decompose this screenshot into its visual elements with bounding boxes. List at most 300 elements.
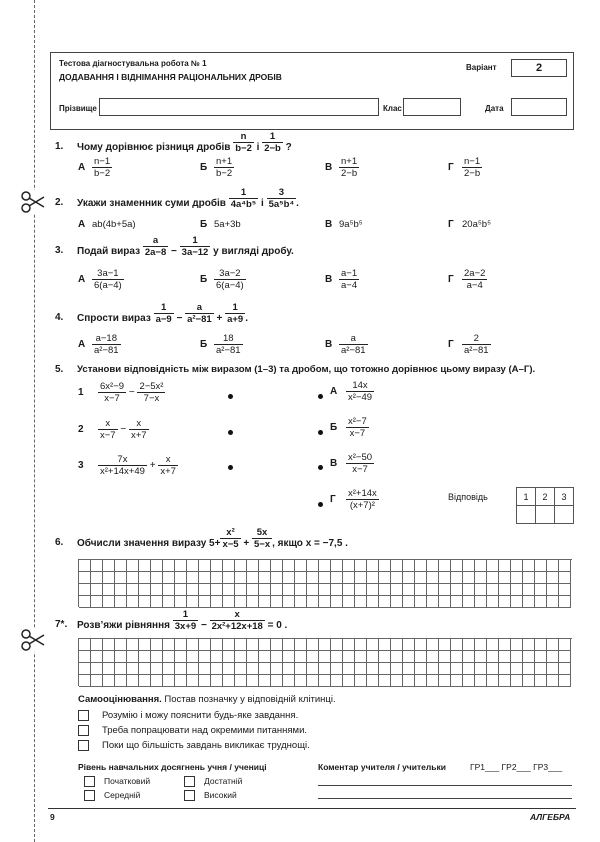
grid-cell	[151, 663, 163, 675]
match-right-item: Б $\frac{\text{x²−7}}{x-7}$	[330, 416, 367, 439]
grid-cell	[235, 584, 247, 596]
grid-cell	[427, 663, 439, 675]
grid-cell	[139, 675, 151, 687]
grid-cell	[475, 651, 487, 663]
grid-cell	[391, 572, 403, 584]
grid-cell	[523, 572, 535, 584]
grid-cell	[463, 596, 475, 608]
grid-cell	[151, 651, 163, 663]
test-title: Тестова діагностувальна робота № 1	[59, 59, 207, 68]
grid-cell	[547, 572, 559, 584]
question-5	[55, 364, 585, 380]
grid-cell	[163, 572, 175, 584]
grid-cell	[259, 639, 271, 651]
grid-cell	[319, 560, 331, 572]
question-2	[55, 187, 575, 213]
grid-cell	[403, 675, 415, 687]
grid-cell	[91, 639, 103, 651]
question-number: 5.	[55, 364, 64, 375]
grid-cell	[391, 596, 403, 608]
grid-cell	[499, 663, 511, 675]
grid-cell	[379, 596, 391, 608]
grid-cell	[199, 675, 211, 687]
self-eval-checkbox[interactable]	[78, 725, 89, 736]
grid-cell	[487, 675, 499, 687]
grid-cell	[103, 596, 115, 608]
grid-cell	[79, 651, 91, 663]
grid-cell	[307, 651, 319, 663]
grid-cell	[199, 639, 211, 651]
grid-cell	[343, 584, 355, 596]
grid-cell	[139, 560, 151, 572]
grid-cell	[535, 675, 547, 687]
grid-cell	[415, 560, 427, 572]
grid-cell	[151, 560, 163, 572]
grid-cell	[247, 675, 259, 687]
self-eval-checkbox[interactable]	[78, 710, 89, 721]
grid-cell	[271, 663, 283, 675]
grid-cell	[103, 651, 115, 663]
grid-cell	[463, 584, 475, 596]
answer-option[interactable]: Б $\frac{3a-2}{6(a-4)}$	[200, 268, 244, 291]
grid-cell	[451, 651, 463, 663]
match-dot[interactable]	[318, 430, 323, 435]
grid-cell	[415, 663, 427, 675]
answer-option[interactable]: Б $\frac{18}{\text{a²−81}}$	[200, 333, 241, 356]
grid-cell	[547, 560, 559, 572]
grid-cell	[403, 596, 415, 608]
grid-cell	[451, 663, 463, 675]
grid-cell	[511, 639, 523, 651]
grid-cell	[127, 572, 139, 584]
grid-cell	[391, 675, 403, 687]
match-left-item: 3 $\frac{7x}{\text{x²+14x+49}}$ + $\frac{x}{x+7}$	[78, 454, 176, 477]
answer-col-header: 1	[517, 488, 536, 506]
grid-cell	[403, 572, 415, 584]
grid-cell	[211, 584, 223, 596]
grid-cell	[79, 639, 91, 651]
answer-option[interactable]: Г 20a⁵b⁵	[448, 219, 492, 230]
grid-cell	[559, 584, 571, 596]
grid-cell	[559, 639, 571, 651]
grid-cell	[487, 572, 499, 584]
grid-cell	[235, 560, 247, 572]
match-right-item: А $\frac{14x}{\text{x²−49}}$	[330, 380, 373, 403]
grid-cell	[475, 584, 487, 596]
grid-cell	[367, 584, 379, 596]
question-text: Обчисли значення виразу 5+ $\frac{\text{x²}}{x-5}$ + $\frac{5x}{5-x}$ , якщо x = −7,5 .	[77, 527, 348, 550]
date-label: Дата	[485, 104, 504, 113]
grid-cell	[187, 639, 199, 651]
match-right-item: В $\frac{\text{x²−50}}{x-7}$	[330, 452, 373, 475]
grid-cell	[391, 651, 403, 663]
self-evaluation	[78, 694, 336, 705]
match-dot[interactable]	[228, 465, 233, 470]
match-dot[interactable]	[318, 394, 323, 399]
question-number: 1.	[55, 141, 64, 152]
grid-cell	[307, 639, 319, 651]
grid-cell	[91, 663, 103, 675]
grid-cell	[235, 663, 247, 675]
grid-cell	[283, 663, 295, 675]
question-text: Чому дорівнює різниця дробів $\frac{n}{b-2}$ і $\frac{1}{2-b}$ ?	[77, 131, 292, 154]
grid-cell	[499, 651, 511, 663]
grid-cell	[307, 572, 319, 584]
surname-field[interactable]	[99, 98, 379, 116]
self-eval-checkbox[interactable]	[78, 740, 89, 751]
grid-cell	[487, 639, 499, 651]
answer-option[interactable]: А ab(4b+5a)	[78, 219, 136, 230]
grid-cell	[91, 651, 103, 663]
answer-label: Відповідь	[448, 492, 488, 502]
grid-cell	[475, 572, 487, 584]
grid-cell	[427, 572, 439, 584]
grid-cell	[259, 651, 271, 663]
answer-option[interactable]: А $\frac{3a-1}{6(a-4)}$	[78, 268, 122, 291]
level-option: Високий	[204, 790, 237, 800]
grid-cell	[115, 584, 127, 596]
grid-cell	[247, 639, 259, 651]
grid-cell	[223, 651, 235, 663]
teacher-groups: ГР1___ ГР2___ ГР3___	[470, 762, 563, 772]
answer-cell[interactable]	[536, 506, 555, 524]
grid-cell	[523, 560, 535, 572]
grid-cell	[271, 584, 283, 596]
level-checkbox[interactable]	[84, 790, 95, 801]
grid-cell	[331, 584, 343, 596]
grid-cell	[487, 596, 499, 608]
grid-cell	[367, 663, 379, 675]
grid-cell	[379, 584, 391, 596]
answer-option[interactable]: А $\frac{a-18}{\text{a²−81}}$	[78, 333, 119, 356]
grid-cell	[103, 675, 115, 687]
grid-cell	[403, 584, 415, 596]
grid-cell	[319, 663, 331, 675]
grid-cell	[271, 675, 283, 687]
grid-cell	[187, 560, 199, 572]
grid-cell	[511, 675, 523, 687]
grid-cell	[283, 675, 295, 687]
grid-cell	[259, 596, 271, 608]
grid-cell	[295, 596, 307, 608]
grid-cell	[451, 572, 463, 584]
grid-cell	[367, 639, 379, 651]
grid-cell	[223, 572, 235, 584]
level-checkbox[interactable]	[184, 776, 195, 787]
grid-cell	[535, 584, 547, 596]
grid-cell	[127, 596, 139, 608]
grid-cell	[211, 572, 223, 584]
grid-cell	[175, 675, 187, 687]
grid-cell	[163, 639, 175, 651]
answer-option[interactable]: В $\frac{a-1}{a-4}$	[325, 268, 358, 291]
grid-cell	[403, 560, 415, 572]
grid-cell	[115, 572, 127, 584]
grid-cell	[115, 639, 127, 651]
grid-cell	[511, 651, 523, 663]
grid-cell	[235, 596, 247, 608]
subject-label: АЛГЕБРА	[530, 812, 571, 822]
grid-cell	[127, 584, 139, 596]
grid-cell	[139, 651, 151, 663]
grid-cell	[271, 560, 283, 572]
grid-cell	[319, 572, 331, 584]
grid-cell	[379, 663, 391, 675]
grid-cell	[523, 663, 535, 675]
question-number: 3.	[55, 245, 64, 256]
topic-title: ДОДАВАННЯ І ВІДНІМАННЯ РАЦІОНАЛЬНИХ ДРОБІВ	[59, 72, 282, 82]
grid-cell	[247, 572, 259, 584]
grid-cell	[163, 560, 175, 572]
grid-cell	[187, 584, 199, 596]
grid-cell	[535, 596, 547, 608]
grid-cell	[439, 651, 451, 663]
date-field[interactable]	[511, 98, 567, 116]
answer-option[interactable]: В 9a⁵b⁵	[325, 219, 363, 230]
grid-cell	[463, 663, 475, 675]
surname-label: Прізвище	[59, 104, 97, 113]
grid-cell	[271, 651, 283, 663]
grid-cell	[91, 560, 103, 572]
grid-cell	[163, 663, 175, 675]
question-text: Подай вираз $\frac{a}{2a-8}$ − $\frac{1}{3a-12}$ у вигляді дробу.	[77, 235, 294, 258]
grid-cell	[463, 675, 475, 687]
grid-cell	[511, 663, 523, 675]
grid-cell	[415, 651, 427, 663]
grid-cell	[307, 675, 319, 687]
question-number: 4.	[55, 312, 64, 323]
grid-cell	[187, 651, 199, 663]
grid-cell	[199, 560, 211, 572]
grid-cell	[79, 675, 91, 687]
grid-cell	[139, 572, 151, 584]
grid-cell	[427, 596, 439, 608]
grid-cell	[499, 596, 511, 608]
self-eval-title: Самооцінювання.	[78, 694, 162, 705]
match-dot[interactable]	[228, 430, 233, 435]
grid-cell	[379, 639, 391, 651]
grid-cell	[535, 663, 547, 675]
grid-cell	[139, 584, 151, 596]
grid-cell	[403, 651, 415, 663]
grid-cell	[187, 596, 199, 608]
match-dot[interactable]	[228, 394, 233, 399]
answer-option[interactable]: Г $\frac{2a-2}{a-4}$	[448, 268, 486, 291]
grid-cell	[319, 584, 331, 596]
grid-cell	[259, 560, 271, 572]
grid-cell	[355, 596, 367, 608]
grid-cell	[559, 596, 571, 608]
grid-cell	[247, 560, 259, 572]
grid-cell	[355, 675, 367, 687]
grid-cell	[475, 663, 487, 675]
grid-cell	[307, 584, 319, 596]
grid-cell	[199, 663, 211, 675]
grid-cell	[547, 675, 559, 687]
grid-cell	[139, 663, 151, 675]
grid-cell	[199, 572, 211, 584]
teacher-comment-title: Коментар учителя / учительки	[318, 762, 446, 772]
grid-cell	[163, 596, 175, 608]
grid-cell	[343, 675, 355, 687]
grid-cell	[115, 651, 127, 663]
grid-cell	[535, 560, 547, 572]
grid-cell	[487, 651, 499, 663]
question-number: 6.	[55, 537, 64, 548]
grid-cell	[199, 584, 211, 596]
page-number: 9	[50, 812, 55, 822]
header-box	[50, 52, 574, 130]
grid-cell	[463, 639, 475, 651]
grid-cell	[391, 663, 403, 675]
grid-cell	[379, 675, 391, 687]
grid-cell	[427, 651, 439, 663]
answer-option[interactable]: В $\frac{a}{\text{a²−81}}$	[325, 333, 366, 356]
grid-cell	[331, 596, 343, 608]
class-field[interactable]	[403, 98, 461, 116]
grid-cell	[439, 560, 451, 572]
grid-cell	[511, 584, 523, 596]
match-dot[interactable]	[318, 465, 323, 470]
match-dot[interactable]	[318, 502, 323, 507]
answer-option[interactable]: Г $\frac{2}{\text{a²−81}}$	[448, 333, 489, 356]
answer-col-header: 3	[555, 488, 574, 506]
grid-cell	[355, 572, 367, 584]
grid-cell	[415, 675, 427, 687]
grid-cell	[547, 584, 559, 596]
grid-cell	[439, 596, 451, 608]
grid-cell	[379, 560, 391, 572]
scissors-icon	[20, 190, 48, 214]
match-right-item: Г $\frac{\text{x²+14x}}{\text{(x+7)²}}$	[330, 488, 377, 511]
class-label: Клас	[383, 104, 402, 113]
answer-grid[interactable]	[78, 638, 572, 686]
grid-cell	[427, 675, 439, 687]
comment-line[interactable]	[318, 798, 572, 799]
grid-cell	[103, 663, 115, 675]
grid-cell	[295, 572, 307, 584]
question-text: Розв’яжи рівняння $\frac{1}{3x+9}$ − $\frac{x}{\text{2x²+12x+18}}$ = 0 .	[77, 609, 288, 632]
grid-cell	[475, 596, 487, 608]
answer-option[interactable]: А $\frac{n-1}{b-2}$	[78, 156, 111, 179]
grid-cell	[355, 584, 367, 596]
level-checkbox[interactable]	[184, 790, 195, 801]
grid-cell	[331, 663, 343, 675]
grid-cell	[175, 639, 187, 651]
grid-cell	[475, 560, 487, 572]
grid-cell	[439, 675, 451, 687]
grid-cell	[211, 639, 223, 651]
cut-line	[34, 0, 35, 842]
variant-label: Варіант	[466, 63, 497, 72]
question-6	[55, 527, 575, 554]
grid-cell	[463, 572, 475, 584]
grid-cell	[343, 651, 355, 663]
answer-option[interactable]: В $\frac{n+1}{2-b}$	[325, 156, 358, 179]
grid-cell	[415, 639, 427, 651]
grid-cell	[151, 584, 163, 596]
grid-cell	[535, 639, 547, 651]
comment-line[interactable]	[318, 785, 572, 786]
grid-cell	[115, 560, 127, 572]
grid-cell	[499, 584, 511, 596]
level-option: Середній	[104, 790, 141, 800]
level-checkbox[interactable]	[84, 776, 95, 787]
answer-grid[interactable]	[78, 559, 572, 607]
grid-cell	[535, 651, 547, 663]
grid-cell	[355, 639, 367, 651]
answer-cell[interactable]	[517, 506, 536, 524]
grid-cell	[175, 572, 187, 584]
grid-cell	[391, 584, 403, 596]
grid-cell	[211, 596, 223, 608]
grid-cell	[199, 651, 211, 663]
grid-cell	[475, 639, 487, 651]
grid-cell	[223, 663, 235, 675]
grid-cell	[235, 572, 247, 584]
grid-cell	[259, 675, 271, 687]
answer-option[interactable]: Б 5a+3b	[200, 219, 241, 230]
grid-cell	[355, 663, 367, 675]
answer-table	[516, 487, 574, 524]
question-text: Установи відповідність між виразом (1–3) та дробом, що тотожно дорівнює цьому виразу (А–Г).	[77, 364, 536, 375]
grid-cell	[379, 651, 391, 663]
grid-cell	[151, 596, 163, 608]
grid-cell	[319, 639, 331, 651]
grid-cell	[115, 596, 127, 608]
grid-cell	[355, 651, 367, 663]
grid-cell	[391, 639, 403, 651]
question-number: 2.	[55, 197, 64, 208]
grid-cell	[451, 639, 463, 651]
grid-cell	[499, 639, 511, 651]
grid-cell	[103, 560, 115, 572]
answer-cell[interactable]	[555, 506, 574, 524]
grid-cell	[283, 584, 295, 596]
self-eval-option: Розумію і можу пояснити будь-яке завдання.	[102, 710, 299, 721]
grid-cell	[103, 572, 115, 584]
variant-value: 2	[511, 59, 567, 77]
answer-option[interactable]: Б $\frac{n+1}{b-2}$	[200, 156, 233, 179]
grid-cell	[367, 596, 379, 608]
grid-cell	[307, 560, 319, 572]
self-eval-option: Треба попрацювати над окремими питаннями.	[102, 725, 308, 736]
grid-cell	[511, 560, 523, 572]
grid-cell	[403, 663, 415, 675]
grid-cell	[475, 675, 487, 687]
grid-cell	[343, 639, 355, 651]
grid-cell	[511, 596, 523, 608]
grid-cell	[559, 663, 571, 675]
answer-option[interactable]: Г $\frac{n-1}{2-b}$	[448, 156, 481, 179]
grid-cell	[439, 639, 451, 651]
grid-cell	[439, 572, 451, 584]
grid-cell	[175, 596, 187, 608]
grid-cell	[115, 675, 127, 687]
grid-cell	[211, 651, 223, 663]
grid-cell	[223, 596, 235, 608]
question-text: Спрости вираз $\frac{1}{a-9}$ − $\frac{a}{\text{a²−81}}$ + $\frac{1}{a+9}$ .	[77, 302, 248, 325]
grid-cell	[211, 560, 223, 572]
levels-title: Рівень навчальних досягнень учня / учениці	[78, 762, 267, 772]
grid-cell	[379, 572, 391, 584]
grid-cell	[559, 560, 571, 572]
grid-cell	[331, 639, 343, 651]
grid-cell	[91, 572, 103, 584]
question-number: 7*.	[55, 619, 68, 630]
grid-cell	[415, 596, 427, 608]
grid-cell	[127, 639, 139, 651]
